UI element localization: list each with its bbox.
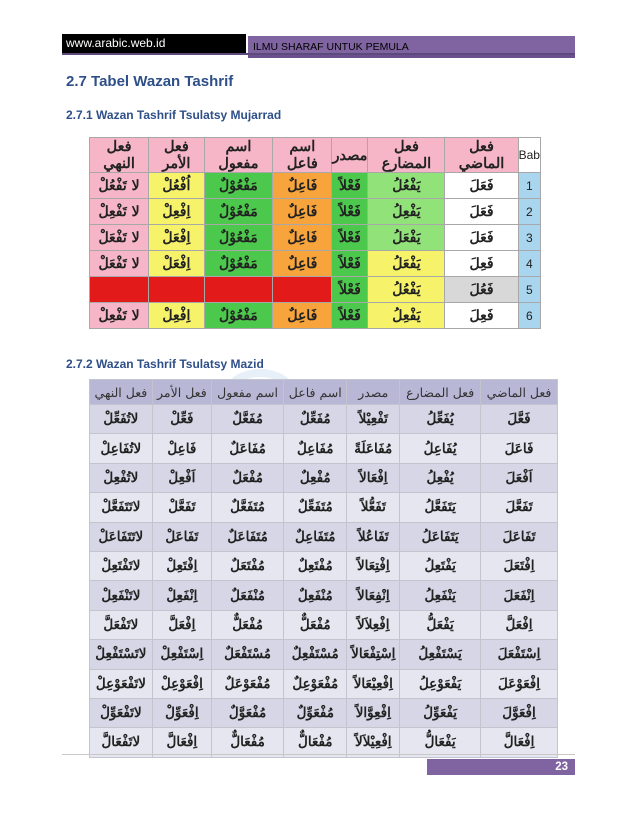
wazan-cell: فَعْلاً [332, 199, 368, 225]
wazan-cell: اِفْعِلْ [149, 199, 205, 225]
wazan-cell: يَفْعَلُّ [400, 610, 481, 639]
wazan-cell: اِفْتِعَالاً [347, 551, 400, 580]
table-row [90, 434, 558, 463]
wazan-cell: لاتُفَاعِلْ [90, 434, 153, 463]
bab-number: 4 [518, 251, 540, 277]
wazan-cell: تَفَعَّلَ [481, 493, 558, 522]
wazan-cell: لاتَسْتَفْعِلْ [90, 640, 153, 669]
table-row [90, 173, 541, 199]
wazan-cell: لاتَفْعَالَّ [90, 728, 153, 757]
wazan-cell: فَعْلاً [332, 173, 368, 199]
wazan-cell: لاتَفْعَلَّ [90, 610, 153, 639]
column-header: فعل الماضي [445, 138, 518, 173]
wazan-cell: اَفْعِلْ [152, 463, 211, 492]
section-title: 2.7 Tabel Wazan Tashrif [66, 73, 234, 90]
wazan-cell: فَعُلَ [445, 277, 518, 303]
column-header: اسم فاعل [273, 138, 332, 173]
wazan-cell: لا تَفْعِلْ [90, 199, 149, 225]
column-header: فعل المضارع [400, 380, 481, 405]
wazan-cell: فَعَّلَ [481, 405, 558, 434]
column-header: مصدر [332, 138, 368, 173]
wazan-cell: مُفْعَلٌ [211, 463, 283, 492]
wazan-cell: تَفَاعُلاً [347, 522, 400, 551]
wazan-cell: يَفْعُلُ [368, 277, 445, 303]
wazan-cell: مُفَاعَلٌ [211, 434, 283, 463]
wazan-cell: مُفْتَعَلٌ [211, 551, 283, 580]
wazan-cell: مُفْعَوْعَلٌ [211, 669, 283, 698]
wazan-cell: لاتُفَعِّلْ [90, 405, 153, 434]
wazan-cell: اِفْعَالاً [347, 463, 400, 492]
wazan-cell: اِفْعَوْعِلْ [152, 669, 211, 698]
wazan-cell: يُفَاعِلُ [400, 434, 481, 463]
wazan-cell: مُتَفَاعَلٌ [211, 522, 283, 551]
wazan-cell: لاتَنْفَعِلْ [90, 581, 153, 610]
bab-number: 5 [518, 277, 540, 303]
wazan-cell: فَعْلاً [332, 303, 368, 329]
wazan-cell: فَاعِلٌ [273, 199, 332, 225]
wazan-cell: فَاعِلٌ [273, 303, 332, 329]
column-header: فعل النهي [90, 138, 149, 173]
wazan-cell: مُفْعَلٌّ [211, 610, 283, 639]
wazan-cell: لا تَفْعِلْ [90, 303, 149, 329]
wazan-cell: لا تَفْعُلْ [90, 173, 149, 199]
table-row [90, 493, 558, 522]
column-header: اسم فاعل [284, 380, 347, 405]
table-header-row [90, 380, 558, 405]
wazan-cell: يَفْعَوِّلُ [400, 698, 481, 727]
table-row [90, 640, 558, 669]
wazan-cell: اِسْتَفْعَلَ [481, 640, 558, 669]
wazan-cell: اِسْتَفْعِلْ [152, 640, 211, 669]
wazan-cell: اِفْعَلَّ [152, 610, 211, 639]
wazan-cell: مُتَفَعَّلٌ [211, 493, 283, 522]
wazan-cell: مُفْعِلٌ [284, 463, 347, 492]
column-header: مصدر [347, 380, 400, 405]
wazan-cell: مُفَاعِلٌ [284, 434, 347, 463]
wazan-cell: اِفْعَوِّلْ [152, 698, 211, 727]
page-header [62, 34, 575, 58]
wazan-cell: لاتَفْتَعِلْ [90, 551, 153, 580]
wazan-cell: مُسْتَفْعِلٌ [284, 640, 347, 669]
wazan-cell: لاتَفْعَوْعِلْ [90, 669, 153, 698]
wazan-cell: تَفَعَّلْ [152, 493, 211, 522]
wazan-cell: تَفْعِيْلاً [347, 405, 400, 434]
wazan-cell: فَعَلَ [445, 199, 518, 225]
wazan-cell: فَعْلاً [332, 277, 368, 303]
bab-number: 1 [518, 173, 540, 199]
bab-number: 3 [518, 225, 540, 251]
wazan-cell: فَاعَلَ [481, 434, 558, 463]
wazan-cell: اِفْعَلَّ [481, 610, 558, 639]
wazan-cell: اِفْعِيْلاَلاً [347, 728, 400, 757]
bab-number: 2 [518, 199, 540, 225]
table-row [90, 581, 558, 610]
wazan-cell: فَعْلاً [332, 225, 368, 251]
wazan-cell: فَعِّلْ [152, 405, 211, 434]
wazan-cell: مُتَفَاعِلٌ [284, 522, 347, 551]
wazan-cell: مُفْعَوَّلٌ [211, 698, 283, 727]
wazan-cell [90, 277, 149, 303]
wazan-cell: فَعِلَ [445, 251, 518, 277]
wazan-cell: يَفْتَعِلُ [400, 551, 481, 580]
wazan-cell: مُفَعَّلٌ [211, 405, 283, 434]
column-header: فعل الماضي [481, 380, 558, 405]
column-header: Bab [518, 138, 540, 173]
wazan-cell: لاتَفْعَوِّلْ [90, 698, 153, 727]
column-header: اسم مفعول [211, 380, 283, 405]
wazan-cell: يَتَفَاعَلُ [400, 522, 481, 551]
subsection-title-mazid: 2.7.2 Wazan Tashrif Tsulatsy Mazid [66, 357, 264, 371]
wazan-cell: اِفْعَوْعَلَ [481, 669, 558, 698]
footer-rule [62, 754, 575, 755]
wazan-cell: فَعْلاً [332, 251, 368, 277]
wazan-cell: فَعَلَ [445, 225, 518, 251]
wazan-cell: يَفْعَالُّ [400, 728, 481, 757]
wazan-cell: مَفْعُوْلٌ [204, 199, 272, 225]
wazan-cell: لاتُفْعِلْ [90, 463, 153, 492]
wazan-cell: اِفْعِيْعَالاً [347, 669, 400, 698]
table-row [90, 698, 558, 727]
wazan-cell: اُفْعُلْ [149, 173, 205, 199]
column-header: فعل المضارع [368, 138, 445, 173]
wazan-cell [204, 277, 272, 303]
column-header: اسم مفعول [204, 138, 272, 173]
table-row [90, 405, 558, 434]
wazan-cell: مُتَفَعِّلٌ [284, 493, 347, 522]
wazan-cell: اِفْتَعِلْ [152, 551, 211, 580]
column-header: فعل الأمر [149, 138, 205, 173]
table-header-row [90, 138, 541, 173]
wazan-cell: يَفْعَلُ [368, 251, 445, 277]
wazan-cell: يَفْعِلُ [368, 199, 445, 225]
column-header: فعل الأمر [152, 380, 211, 405]
wazan-cell: مُفْعَوْعِلٌ [284, 669, 347, 698]
wazan-cell: يُفَعِّلُ [400, 405, 481, 434]
wazan-cell: مَفْعُوْلٌ [204, 251, 272, 277]
wazan-cell: اِفْعَالَّ [152, 728, 211, 757]
wazan-cell: اِفْعَلْ [149, 225, 205, 251]
bab-number: 6 [518, 303, 540, 329]
wazan-cell: مُفْعَالٌّ [211, 728, 283, 757]
table-row [90, 463, 558, 492]
wazan-cell: يَسْتَفْعِلُ [400, 640, 481, 669]
wazan-cell [149, 277, 205, 303]
wazan-cell: اِفْعِلاَلاً [347, 610, 400, 639]
wazan-cell: اِفْعَوَّلَ [481, 698, 558, 727]
table-row [90, 277, 541, 303]
wazan-cell: مُنْفَعَلٌ [211, 581, 283, 610]
wazan-cell: مَفْعُوْلٌ [204, 225, 272, 251]
wazan-cell: فَاعِلٌ [273, 251, 332, 277]
wazan-cell: يَنْفَعِلُ [400, 581, 481, 610]
wazan-cell: لا تَفْعَلْ [90, 225, 149, 251]
wazan-cell: فَعَلَ [445, 173, 518, 199]
subsection-title-mujarrad: 2.7.1 Wazan Tashrif Tsulatsy Mujarrad [66, 108, 282, 122]
wazan-cell: تَفَعُّلاً [347, 493, 400, 522]
table-row [90, 251, 541, 277]
wazan-cell: اِفْعَالَّ [481, 728, 558, 757]
mujarrad-table [89, 137, 541, 329]
wazan-cell: يُفْعِلُ [400, 463, 481, 492]
page-number: 23 [427, 759, 575, 775]
wazan-cell: فَاعِلٌ [273, 173, 332, 199]
table-row [90, 728, 558, 757]
wazan-cell: يَفْعَلُ [368, 225, 445, 251]
wazan-cell: مُفَعِّلٌ [284, 405, 347, 434]
wazan-cell: اِفْعِوَّالاً [347, 698, 400, 727]
wazan-cell: مُفْعَلٌّ [284, 610, 347, 639]
wazan-cell: مُفَاعَلَةً [347, 434, 400, 463]
wazan-cell: مَفْعُوْلٌ [204, 173, 272, 199]
wazan-cell: يَفْعَوْعِلُ [400, 669, 481, 698]
wazan-cell: مُفْعَالٌّ [284, 728, 347, 757]
header-site-url: www.arabic.web.id [62, 34, 246, 53]
header-book-title: ILMU SHARAF UNTUK PEMULA [248, 36, 575, 58]
wazan-cell: لا تَفْعَلْ [90, 251, 149, 277]
wazan-cell: تَفَاعَلْ [152, 522, 211, 551]
wazan-cell: يَفْعِلُ [368, 303, 445, 329]
wazan-cell: لاتَتَفَعَّلْ [90, 493, 153, 522]
wazan-cell: مُنْفَعِلٌ [284, 581, 347, 610]
table-row [90, 522, 558, 551]
wazan-cell: اِفْعِلْ [149, 303, 205, 329]
wazan-cell: يَتَفَعَّلُ [400, 493, 481, 522]
table-row [90, 610, 558, 639]
table-row [90, 199, 541, 225]
table-row [90, 551, 558, 580]
wazan-cell: فَاعِلٌ [273, 225, 332, 251]
wazan-cell: اِسْتِفْعَالاً [347, 640, 400, 669]
wazan-cell: اَفْعَلَ [481, 463, 558, 492]
table-row [90, 669, 558, 698]
mazid-table [89, 379, 558, 758]
wazan-cell [273, 277, 332, 303]
wazan-cell: فَاعِلْ [152, 434, 211, 463]
wazan-cell: اِنْفَعِلْ [152, 581, 211, 610]
wazan-cell: تَفَاعَلَ [481, 522, 558, 551]
wazan-cell: مَفْعُوْلٌ [204, 303, 272, 329]
header-rule [62, 53, 575, 55]
wazan-cell: اِنْفَعَلَ [481, 581, 558, 610]
wazan-cell: اِفْتَعَلَ [481, 551, 558, 580]
wazan-cell: مُفْعَوِّلٌ [284, 698, 347, 727]
column-header: فعل النهي [90, 380, 153, 405]
wazan-cell: اِفْعَلْ [149, 251, 205, 277]
wazan-cell: فَعِلَ [445, 303, 518, 329]
table-row [90, 225, 541, 251]
wazan-cell: مُفْتَعِلٌ [284, 551, 347, 580]
wazan-cell: اِنْفِعَالاً [347, 581, 400, 610]
wazan-cell: لاتَتَفَاعَلْ [90, 522, 153, 551]
wazan-cell: يَفْعُلُ [368, 173, 445, 199]
table-row [90, 303, 541, 329]
wazan-cell: مُسْتَفْعَلٌ [211, 640, 283, 669]
